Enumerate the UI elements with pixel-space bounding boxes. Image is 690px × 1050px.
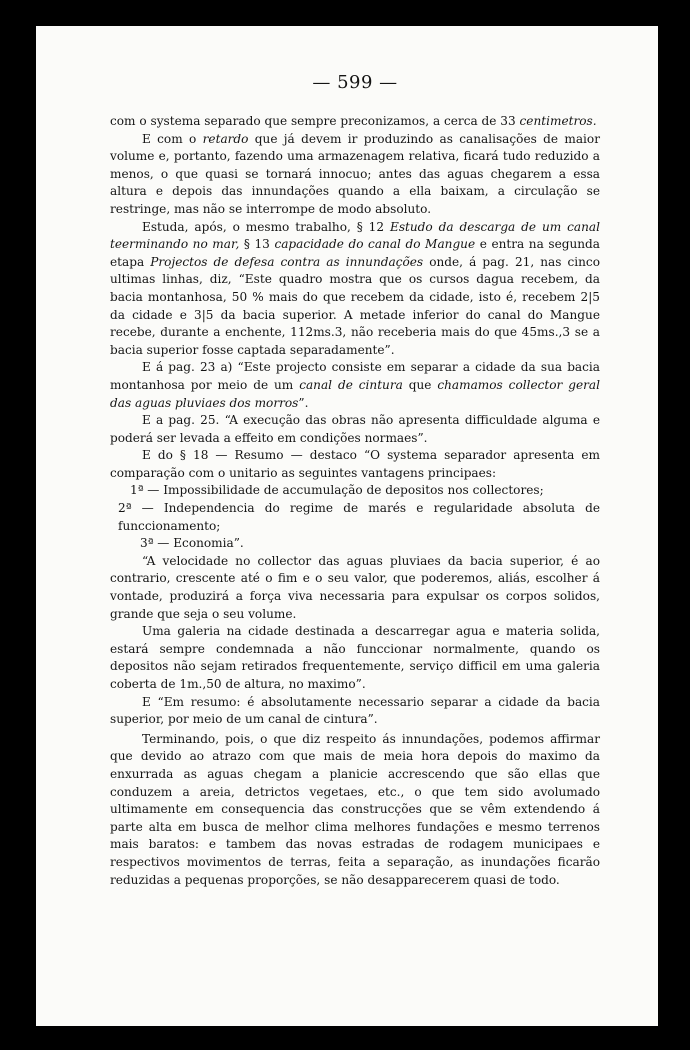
- book-page: [36, 26, 658, 1026]
- text-run: § 13: [239, 237, 275, 252]
- text-run: com o systema separado que sempre preconizamos, a cerca de 33: [110, 114, 520, 128]
- list-item: [110, 482, 600, 500]
- paragraph: [110, 731, 600, 889]
- text-run: 3ª — Economia”.: [140, 536, 244, 551]
- text-run: Uma galeria na cidade destinada a descarregar agua e materia solida, estará sempre condemnada a não funccionar normalmente, quando os depositos não sejam retirados frequentemente, serviço difficil em uma galeria coberta de 1m.,50 de altura, no maximo”.: [110, 624, 600, 691]
- text-run: E do § 18 — Resumo — destaco “O systema separador apresenta em comparação com o unitario as seguintes vantagens principaes:: [110, 448, 600, 480]
- paragraph: [110, 412, 600, 447]
- text-run: E com o: [142, 131, 203, 146]
- text-run: Terminando, pois, o que diz respeito ás innundações, podemos affirmar que devido ao atrazo com que mais de meia hora depois do maximo da enxurrada as aguas chegam a planicie accrescendo que são ellas que conduzem a areia, detrictos vegetaes, etc., o que tem sido avolumado ultimamente em consequencia das construcções que se vêm extendendo á parte alta em busca de melhor clima melhores fundações e mesmo terrenos mais baratos: e tambem das novas estradas de rodagem municipaes e respectivos movimentos de terras, feita a separação, as inundações ficarão reduzidas a pequenas proporções, se não desapparecerem quasi de todo.: [110, 731, 600, 887]
- text-run: 1ª — Impossibilidade de accumulação de depositos nos collectores;: [130, 483, 544, 498]
- text-run: que já devem ir produzindo as canalisações de maior volume e, portanto, fazendo uma armazenagem relativa, ficará tudo reduzido a menos, o que quasi se tornará innocuo; antes das aguas chegarem a essa altura e depois das innundações quando a ella baixam, a circulação se restringe, mas não se interrompe de modo absoluto.: [110, 131, 600, 216]
- page-number: — 599 —: [312, 72, 398, 93]
- paragraph: [110, 113, 600, 131]
- text-run: ”.: [298, 395, 309, 410]
- italic-text: capacidade do canal do Mangue: [274, 237, 476, 252]
- italic-text: Projectos de defesa contra as innundações: [150, 254, 424, 269]
- quote-paragraph: [110, 553, 600, 623]
- text-run: E á pag. 23 a) “Este projecto consiste em separar a cidade da sua bacia montanhosa por meio de um: [110, 360, 600, 392]
- text-run: que: [402, 377, 438, 392]
- list-item: [110, 500, 600, 535]
- text-run: 2ª — Independencia do regime de marés e regularidade absoluta de funccionamento;: [118, 501, 600, 533]
- paragraph: [110, 359, 600, 412]
- italic-text: retardo: [202, 131, 249, 146]
- text-run: e entra na segunda etapa: [110, 237, 601, 269]
- italic-text: Estudo da descarga de um canal teerminando no mar,: [110, 219, 600, 252]
- italic-text: canal de cintura: [299, 377, 403, 392]
- italic-text: chamamos collector geral das aguas pluviaes dos morros: [110, 377, 600, 410]
- paragraph: [110, 447, 600, 482]
- text-run: “A velocidade no collector das aguas pluviaes da bacia superior, é ao contrario, crescente até o fim e o seu valor, que poderemos, aliás, escolher á vontade, produzirá a força viva necessaria para expulsar os corpos solidos, grande que seja o seu volume.: [110, 553, 600, 621]
- italic-text: centimetros.: [519, 114, 597, 128]
- text-run: E “Em resumo: é absolutamente necessario separar a cidade da bacia superior, por meio de um canal de cintura”.: [110, 694, 600, 727]
- quote-paragraph: [110, 623, 600, 693]
- page-body: [110, 113, 600, 889]
- text-run: onde, á pag. 21, nas cinco ultimas linhas, diz, “Este quadro mostra que os cursos dagua recebem, da bacia montanhosa, 50 % mais do que recebem da cidade, isto é, recebem 2|5 da cidade e 3|5 da bacia superior. A metade inferior do canal do Mangue recebe, durante a enchente, 112ms.3, não receberia mais do que 45ms.,3 se a bacia superior fosse captada separadamente”.: [110, 254, 600, 357]
- text-run: Estuda, após, o mesmo trabalho, § 12: [142, 219, 390, 234]
- paragraph: [110, 694, 600, 729]
- list-item: [110, 535, 600, 553]
- text-run: E a pag. 25. “A execução das obras não apresenta difficuldade alguma e poderá ser levada a effeito em condições normaes”.: [110, 413, 600, 445]
- paragraph: [110, 219, 600, 360]
- paragraph: [110, 131, 600, 219]
